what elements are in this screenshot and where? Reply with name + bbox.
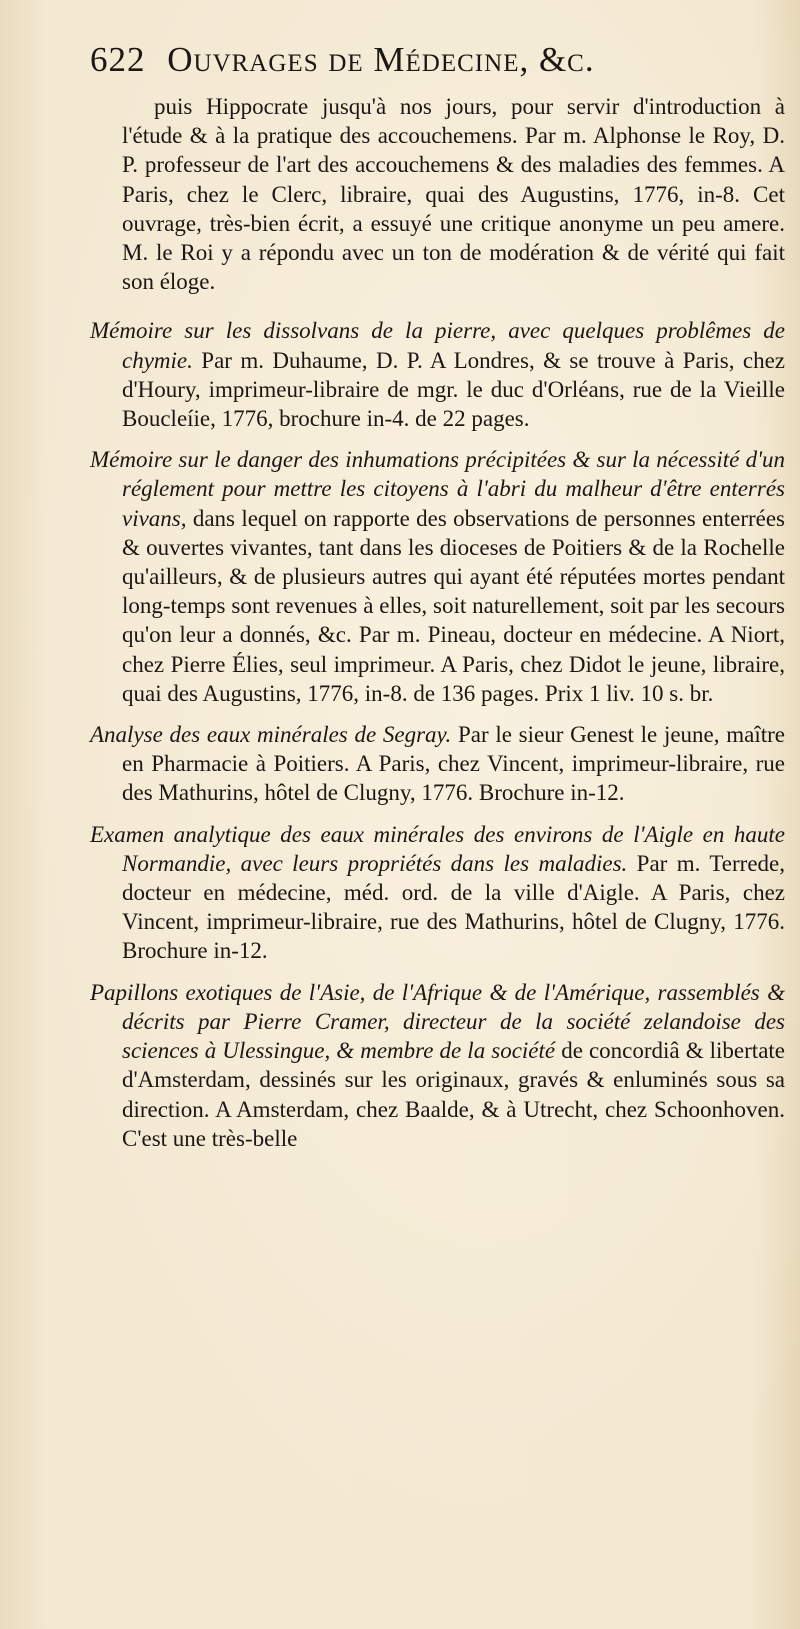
entry-body: Par le sieur Genest le jeune, maître en Pharmacie à Poitiers. A Paris, chez Vincent, imprimeur-libraire, rue des Mathurins, hôtel de Clugny, 1776. Brochure in-12. xyxy=(122,722,785,806)
page-number: 622 xyxy=(90,40,146,79)
entry-examen-aigle xyxy=(90,820,785,966)
entry-continuation xyxy=(90,92,785,296)
entry-papillons-exotiques xyxy=(90,978,785,1153)
entry-body: de concordiâ & libertate d'Amsterdam, dessinés sur les originaux, gravés & enluminés sous sa direction. A Amsterdam, chez Baalde, & à Utrecht, chez Schoonhoven. C'est une très-belle xyxy=(122,1038,785,1151)
entry-title: Examen analytique des eaux minérales des environs de l'Aigle en haute Normandie, avec leurs propriétés dans les maladies. xyxy=(90,821,785,876)
entry-title: Mémoire sur le danger des inhumations précipitées & sur la nécessité d'un réglement pour mettre les citoyens à l'abri du malheur d'être enterrés vivans, xyxy=(90,447,785,531)
entry-body: Par m. Duhaume, D. P. A Londres, & se trouve à Paris, chez d'Houry, imprimeur-libraire de mgr. le duc d'Orléans, rue de la Vieille Boucleíie, 1776, brochure in-4. de 22 pages. xyxy=(122,347,785,432)
entry-title: Analyse des eaux minérales de Segray. xyxy=(90,722,452,748)
entry-body: dans lequel on rapporte des observations de personnes enterrées & ouvertes vivantes, tant dans les dioceses de Poitiers & de la Rochelle qu'ailleurs, & de plusieurs autres qui ayant été réputées mortes pendant long-temps sont revenues à elles, soit naturellement, soit par les secours qu'on leur a donnés, &c. Par m. Pineau, docteur en médecine. A Niort, chez Pierre Élies, seul imprimeur. A Paris, chez Didot le jeune, libraire, quai des Augustins, 1776, in-8. de 136 pages. Prix 1 liv. 10 s. br. xyxy=(122,505,785,706)
bibliography-entries xyxy=(90,92,785,1165)
entry-body: puis Hippocrate jusqu'à nos jours, pour servir d'introduction à l'étude & à la pratique des accouchemens. Par m. Alphonse le Roy, D. P. professeur de l'art des accouchemens & des maladies des femmes. A Paris, chez le Clerc, libraire, quai des Augustins, 1776, in-8. Cet ouvrage, très-bien écrit, a essuyé une critique anonyme un peu amere. M. le Roi y a répondu avec un ton de modération & de vérité qui fait son éloge. xyxy=(122,94,785,295)
entry-title: Papillons exotiques de l'Asie, de l'Afrique & de l'Amérique, rassemblés & décrits par Pierre Cramer, directeur de la société zelandoise des sciences à Ulessingue, & membre de la société xyxy=(90,979,785,1064)
entry-memoire-dissolvans xyxy=(90,316,785,433)
entry-title: Mémoire sur les dissolvans de la pierre, avec quelques problêmes de chymie. xyxy=(90,318,785,373)
entry-memoire-inhumations xyxy=(90,445,785,708)
entry-body: Par m. Terrede, docteur en médecine, méd. ord. de la ville d'Aigle. A Paris, chez Vincent, imprimeur-libraire, rue des Mathurins, hôtel de Clugny, 1776. Brochure in-12. xyxy=(122,850,786,964)
running-header xyxy=(90,40,750,80)
entry-analyse-segray xyxy=(90,720,785,808)
running-title: Ouvrages de Médecine, &c. xyxy=(167,40,595,79)
